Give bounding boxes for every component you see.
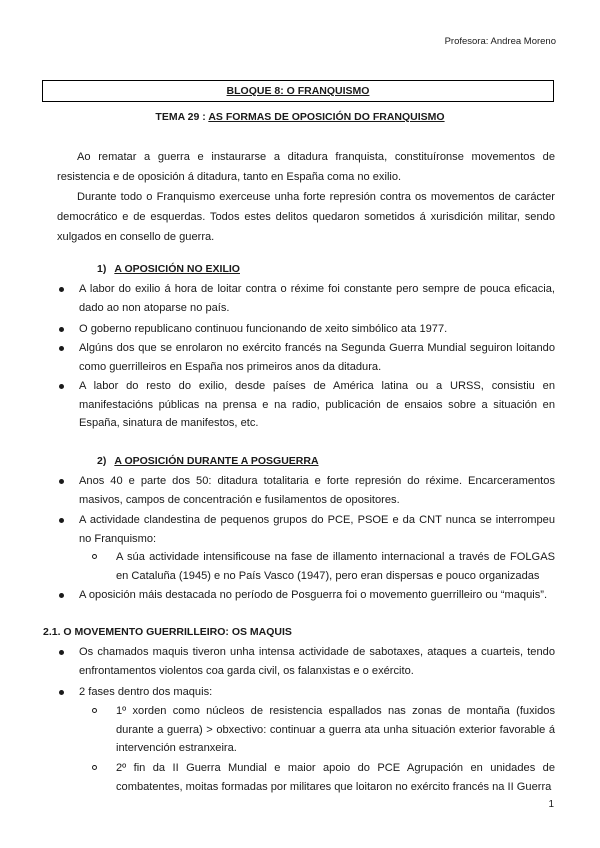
- teacher-header: Profesora: Andrea Moreno: [444, 36, 556, 47]
- bullet-icon: [59, 479, 64, 484]
- bullet-icon: [59, 593, 64, 598]
- circle-bullet-icon: [92, 708, 97, 713]
- circle-bullet-icon: [92, 765, 97, 770]
- topic-title: AS FORMAS DE OPOSICIÓN DO FRANQUISMO: [208, 111, 445, 123]
- document-title: BLOQUE 8: O FRANQUISMO: [226, 85, 370, 97]
- section-2-heading: [97, 455, 319, 467]
- bullet-icon: [59, 650, 64, 655]
- section-1-heading: [97, 263, 240, 275]
- bullet-icon: [59, 690, 64, 695]
- list-item: A actividade clandestina de pequenos grupos do PCE, PSOE e da CNT nunca se interrompeu no Franquismo:: [57, 511, 555, 548]
- circle-bullet-icon: [92, 554, 97, 559]
- section-2-1-heading: 2.1. O MOVEMENTO GUERRILLEIRO: OS MAQUIS: [43, 626, 292, 638]
- topic-subtitle: [0, 111, 600, 123]
- bullet-icon: [59, 346, 64, 351]
- bullet-icon: [59, 518, 64, 523]
- sub-list-item: A súa actividade intensificouse na fase de illamento internacional a través de FOLGAS en Cataluña (1945) e no País Vasco (1947), pero eran dispersas e pouco organizadas: [92, 548, 555, 585]
- topic-prefix: TEMA 29 :: [155, 111, 209, 123]
- list-item: A labor do exilio á hora de loitar contra o réxime foi constante pero sempre de pouca eficacia, dado ao non atoparse no país.: [57, 280, 555, 317]
- bullet-icon: [59, 287, 64, 292]
- bullet-icon: [59, 327, 64, 332]
- page-number: 1: [548, 799, 554, 810]
- title-box: [42, 80, 554, 102]
- list-item: Algúns dos que se enrolaron no exército francés na Segunda Guerra Mundial seguiron loitando como guerrilleiros en España nos primeiros anos da ditadura.: [57, 339, 555, 376]
- bullet-icon: [59, 384, 64, 389]
- list-item: O goberno republicano continuou funcionando de xeito simbólico ata 1977.: [57, 320, 555, 339]
- list-item: A oposición máis destacada no período de Posguerra foi o movemento guerrilleiro ou “maquis”.: [57, 586, 555, 605]
- list-item: A labor do resto do exilio, desde países de América latina ou a URSS, consistiu en manifestacións públicas na prensa e na radio, publicación de ensaios sobre a situación en España, sinatura de manifestos, etc.: [57, 377, 555, 433]
- intro-paragraph-1: Ao rematar a guerra e instaurarse a ditadura franquista, constituíronse movementos de resistencia e de oposición á ditadura, tanto en España coma no exilio.: [57, 151, 555, 183]
- list-item: 2 fases dentro dos maquis:: [57, 683, 555, 702]
- sub-list-item: 1º xorden como núcleos de resistencia espallados nas zonas de montaña (fuxidos durante a guerra) > obxectivo: continuar a guerra ata unha situación exterior favorable á intervención estranxeira.: [92, 702, 555, 758]
- sub-list-item: 2º fin da II Guerra Mundial e maior apoio do PCE Agrupación en unidades de combatentes, moitas formadas por militares que loitaron no exército francés na II Guerra: [92, 759, 555, 796]
- section-1-number: 1): [97, 263, 107, 275]
- list-item: Anos 40 e parte dos 50: ditadura totalitaria e forte represión do réxime. Encarceramentos masivos, campos de concentración e fusilamentos de opositores.: [57, 472, 555, 509]
- list-item: Os chamados maquis tiveron unha intensa actividade de sabotaxes, ataques a cuarteis, tendo enfrontamentos violentos coa garda civil, os falanxistas e o exército.: [57, 643, 555, 680]
- section-2-title: A OPOSICIÓN DURANTE A POSGUERRA: [114, 455, 319, 467]
- section-1-title: A OPOSICIÓN NO EXILIO: [114, 263, 240, 275]
- section-2-number: 2): [97, 455, 107, 467]
- intro-paragraph-2: Durante todo o Franquismo exerceuse unha forte represión contra os movementos de carácter democrático e de esquerdas. Todos estes delitos quedaron sometidos á xurisdición militar, sendo xulgados en consello de guerra.: [57, 191, 555, 243]
